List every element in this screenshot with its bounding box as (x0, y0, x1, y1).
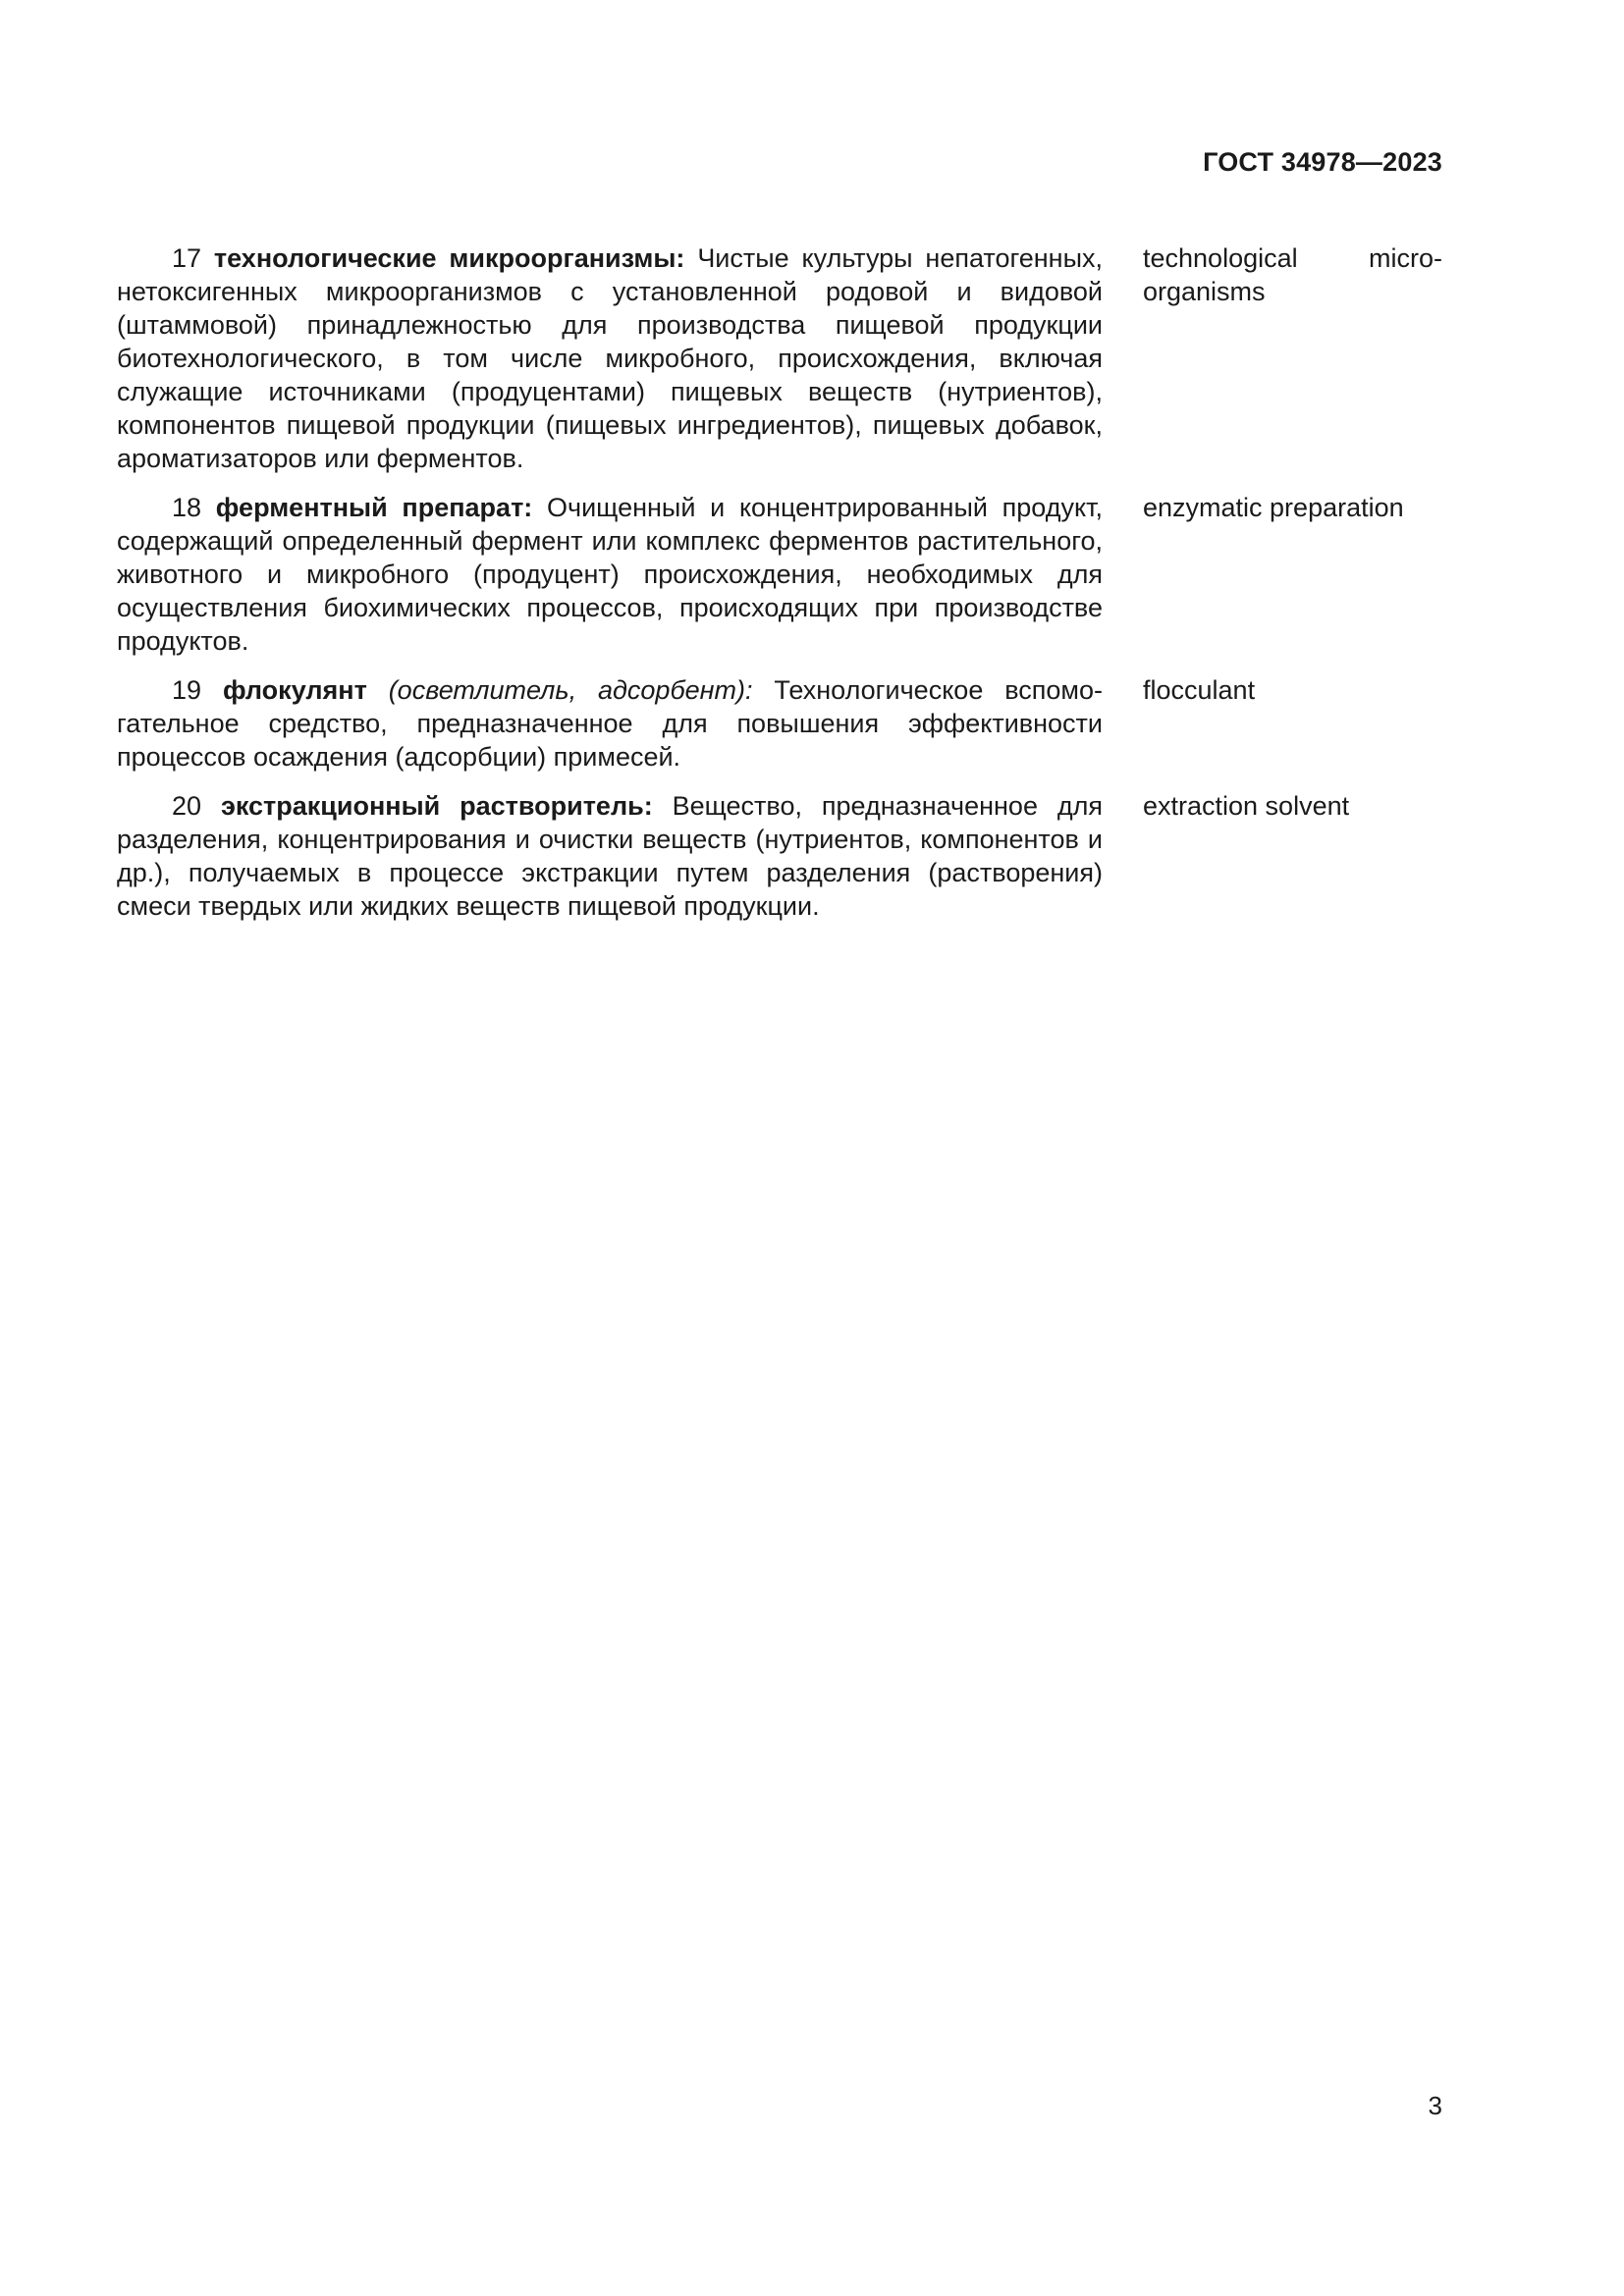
term-definition: Очищенный и концентрированный продукт, содержащий определенный фермент или комплекс ферментов растительного, животного и микробного (продуцент) происхождения, необходимых для осуществления биохимических процессов, происходящих при производстве продуктов. (117, 493, 1103, 656)
term-english-equivalent: technological microorganisms (1143, 243, 1442, 306)
page-number: 3 (1428, 2091, 1442, 2120)
term-definition-block (117, 789, 1103, 923)
term-definition: Технологическое вспомогательное средство, предназначенное для повышения эффективности процессов осаждения (адсорбции) примесей. (117, 675, 1103, 772)
term-name: технологические микроорганизмы: (213, 243, 685, 273)
term-synonyms: (осветлитель, адсорбент): (388, 675, 753, 705)
term-english-equivalent: enzymatic preparation (1143, 493, 1404, 522)
term-english-equivalent: extraction solvent (1143, 791, 1350, 821)
document-standard-header: ГОСТ 34978—2023 (1203, 147, 1442, 177)
term-number: 17 (172, 243, 202, 273)
term-entry-20 (117, 789, 1442, 923)
term-definition-block (117, 241, 1103, 475)
term-english-equivalent: flocculant (1143, 675, 1256, 705)
term-number: 20 (172, 791, 202, 821)
term-definition-block (117, 673, 1103, 774)
term-number: 18 (172, 493, 202, 522)
term-entry-19 (117, 673, 1442, 774)
term-entry-18 (117, 491, 1442, 658)
terms-list (117, 241, 1442, 938)
term-definition-block (117, 491, 1103, 658)
term-entry-17 (117, 241, 1442, 475)
term-number: 19 (172, 675, 202, 705)
term-name: ферментный препарат: (215, 493, 533, 522)
term-definition: Вещество, предназначенное для разделения, концентрирования и очистки веществ (нутриентов, компонентов и др.), получаемых в процессе экстракции путем разделения (растворения) смеси твердых или жидких веществ пищевой продукции. (117, 791, 1103, 921)
term-definition: Чистые культуры непатогенных, нетоксигенных микроорганизмов с установленной родовой и видовой (штаммовой) принадлежностью для производства пищевой продукции биотехнологического, в том числе микробного, происхождения, включая служащие источниками (продуцентами) пищевых веществ (нутриентов), компонентов пищевой продукции (пищевых ингредиентов), пищевых добавок, ароматизаторов или ферментов. (117, 243, 1103, 473)
term-name: флокулянт (222, 675, 367, 705)
term-name: экстракционный растворитель: (220, 791, 653, 821)
